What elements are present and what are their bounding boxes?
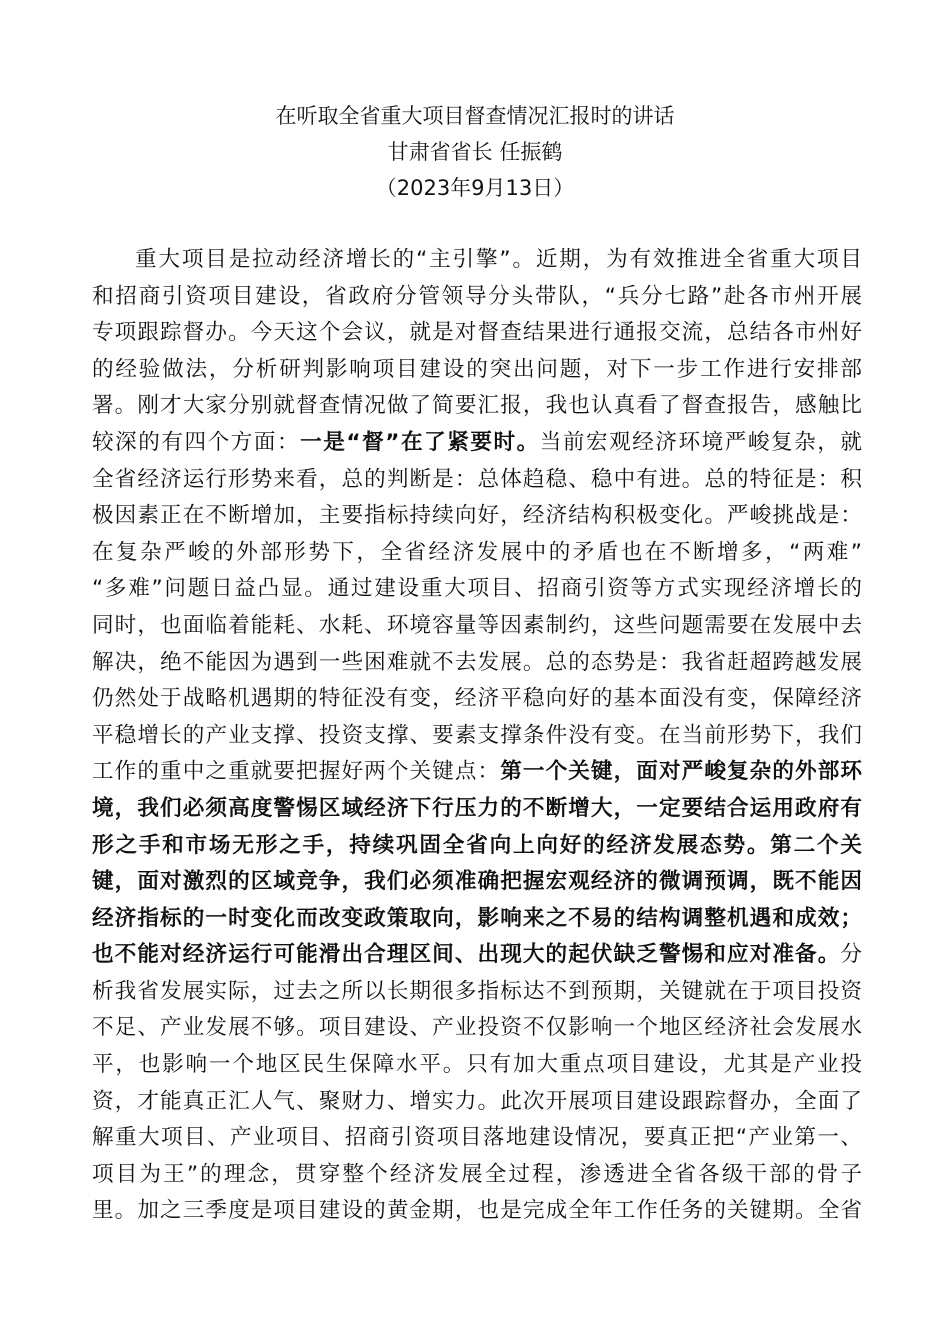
body-line (92, 242, 862, 279)
text-segment: 署。刚才大家分别就督查情况做了简要汇报，我也认真看了督查报告，感触比 (92, 393, 862, 419)
body-line (92, 864, 862, 901)
speech-title: 在听取全省重大项目督查情况汇报时的讲话 (275, 104, 675, 128)
text-segment: 分 (840, 942, 862, 968)
body-line (92, 1193, 862, 1230)
body-line (92, 571, 862, 608)
body-line (92, 608, 862, 645)
body-line (92, 1010, 862, 1047)
text-segment: 极因素正在不断增加，主要指标持续向好，经济结构积极变化。严峻挑战是： (92, 503, 862, 529)
bold-text-segment: 经济指标的一时变化而改变政策取向，影响来之不易的结构调整机遇和成效； (92, 905, 862, 931)
text-segment: 工作的重中之重就要把握好两个关键点： (92, 759, 501, 785)
text-segment: 较深的有四个方面： (92, 429, 301, 455)
body-line (92, 315, 862, 352)
text-segment: 和招商引资项目建设，省政府分管领导分头带队，“兵分七路”赴各市州开展 (92, 283, 862, 309)
body-line (92, 791, 862, 828)
text-segment: 解决，绝不能因为遇到一些困难就不去发展。总的态势是：我省赶超跨越发展 (92, 649, 862, 675)
text-segment: 专项跟踪督办。今天这个会议，就是对督查结果进行通报交流，总结各市州好 (92, 320, 862, 346)
bold-text-segment: 形之手和市场无形之手，持续巩固全省向上向好的经济发展态势。第二个关 (92, 832, 862, 858)
text-segment: 同时，也面临着能耗、水耗、环境容量等因素制约，这些问题需要在发展中去 (92, 612, 862, 638)
body-line (92, 754, 862, 791)
speech-author: 甘肃省省长 任振鹤 (387, 140, 563, 164)
text-segment: 全省经济运行形势来看，总的判断是：总体趋稳、稳中有进。总的特征是：积 (92, 466, 862, 492)
bold-text-segment: 第一个关键，面对严峻复杂的外部环 (500, 759, 862, 785)
body-line (92, 974, 862, 1011)
text-segment: 仍然处于战略机遇期的特征没有变，经济平稳向好的基本面没有变，保障经济 (92, 686, 862, 712)
text-segment: 项目为王”的理念，贯穿整个经济发展全过程，渗透进全省各级干部的骨子 (92, 1161, 862, 1187)
body-line (92, 1157, 862, 1194)
text-segment: “多难”问题日益凸显。通过建设重大项目、招商引资等方式实现经济增长的 (92, 576, 862, 602)
bold-text-segment: 键，面对激烈的区域竞争，我们必须准确把握宏观经济的微调预调，既不能因 (92, 869, 862, 895)
speech-date: （2023年9月13日） (375, 176, 575, 200)
text-segment: 解重大项目、产业项目、招商引资项目落地建设情况，要真正把“产业第一、 (92, 1125, 862, 1151)
bold-text-segment: 也不能对经济运行可能滑出合理区间、出现大的起伏缺乏警惕和应对准备。 (92, 942, 841, 968)
body-line (92, 1047, 862, 1084)
text-segment: 重大项目是拉动经济增长的“主引擎”。近期，为有效推进全省重大项目 (135, 247, 862, 272)
body-line (92, 1084, 862, 1121)
text-segment: 平，也影响一个地区民生保障水平。只有加大重点项目建设，尤其是产业投 (92, 1052, 862, 1078)
body-line (92, 645, 862, 682)
body-line (92, 425, 862, 462)
text-segment: 不足、产业发展不够。项目建设、产业投资不仅影响一个地区经济社会发展水 (92, 1015, 862, 1041)
text-segment: 平稳增长的产业支撑、投资支撑、要素支撑条件没有变。在当前形势下，我们 (92, 722, 862, 748)
text-segment: 的经验做法，分析研判影响项目建设的突出问题，对下一步工作进行安排部 (92, 356, 862, 382)
text-segment: 资，才能真正汇人气、聚财力、增实力。此次开展项目建设跟踪督办，全面了 (92, 1088, 862, 1114)
body-line (92, 718, 862, 755)
document-header (0, 98, 950, 206)
body-line (92, 681, 862, 718)
body-line (92, 901, 862, 938)
body-line (92, 1120, 862, 1157)
body-line (92, 498, 862, 535)
body-line (92, 462, 862, 499)
text-segment: 在复杂严峻的外部形势下，全省经济发展中的矛盾也在不断增多，“两难” (92, 539, 862, 565)
body-line (92, 279, 862, 316)
body-line (92, 535, 862, 572)
body-line (92, 828, 862, 865)
text-segment: 里。加之三季度是项目建设的黄金期，也是完成全年工作任务的关键期。全省 (92, 1198, 862, 1224)
body-line (92, 352, 862, 389)
speech-body (92, 242, 862, 1230)
text-segment: 析我省发展实际，过去之所以长期很多指标达不到预期，关键就在于项目投资 (92, 978, 862, 1004)
body-line (92, 388, 862, 425)
text-segment: 当前宏观经济环境严峻复杂，就 (539, 429, 862, 455)
bold-text-segment: 一是“督”在了紧要时。 (300, 429, 540, 455)
body-line (92, 937, 862, 974)
bold-text-segment: 境，我们必须高度警惕区域经济下行压力的不断增大，一定要结合运用政府有 (92, 795, 862, 821)
